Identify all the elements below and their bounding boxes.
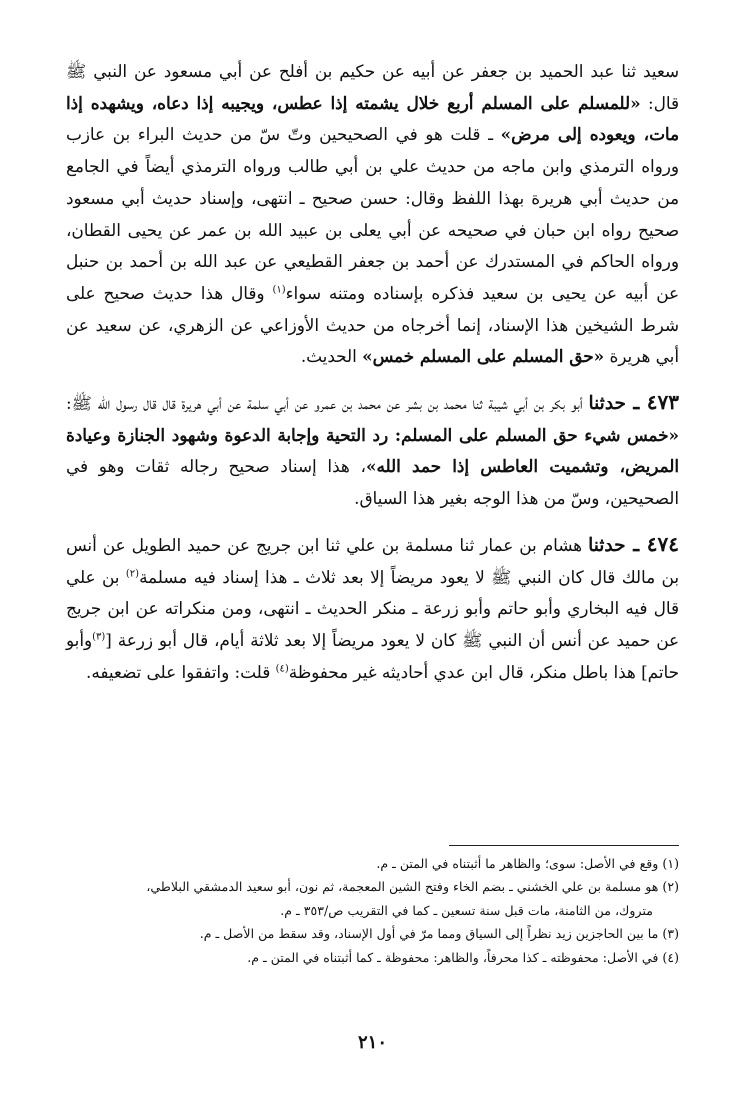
hadith-473 xyxy=(66,387,679,515)
footnote-ref-2: (٢) xyxy=(125,567,140,579)
h473-text-1: أبو بكر بن أبي شيبة ثنا محمد بن بشر عن محمد بن عمرو عن أبي سلمة عن أبي هريرة قال قال رسول الله ﷺ: xyxy=(66,393,589,414)
footnote-ref-3: (٣) xyxy=(92,631,106,643)
intro-quote-2: «حق المسلم على المسلم خمس» xyxy=(362,346,605,367)
h474-text-4: قلت: واتفقوا على تضعيفه. xyxy=(86,661,276,682)
footnotes xyxy=(66,852,679,969)
intro-text-6: الحديث. xyxy=(300,346,363,367)
footnote-ref-4: (٤) xyxy=(275,663,289,675)
intro-text-3: ـ قلت هو في الصحيحين وتّ سّ من حديث البراء بن عازب ورواه الترمذي وابن ماجه من حديث علي بن أبي طالب ورواه الترمذي أيضاً في الجامع من حديث أبي هريرة بهذا اللفظ وقال: حسن صحيح ـ انتهى، وإسناد حديث أبي مسعود صحيح رواه ابن حبان في صحيحه عن أبي يعلى بن عبيد الله بن عمر عن يحيى القطان، ورواه الحاكم في المستدرك عن أحمد بن جعفر القطيعي عن عبد الله بن أحمد بن حنبل عن أبيه عن يحيى بن سعيد فذكره بإسناده ومتنه سواء xyxy=(66,124,679,303)
h473-hadith-quote: «خمس شيء حق المسلم على المسلم: رد التحية وإجابة الدعوة وشهود الجنازة وعيادة المريض، وتشميت العاطس إذا حمد الله» xyxy=(66,424,679,477)
footnote-4: (٤) في الأصل: محفوظته ـ كذا محرفاً، والظاهر: محفوظة ـ كما أثبتناه في المتن ـ م. xyxy=(247,949,679,965)
footnote-ref-1: (١) xyxy=(272,284,286,296)
h474-text-1: هشام بن عمار ثنا مسلمة بن علي ثنا ابن جريج عن حميد الطويل عن أنس بن مالك قال كان النبي ﷺ لا يعود مريضاً إلا بعد ثلاث ـ هذا إسناد فيه مسلمة xyxy=(66,534,679,587)
page-number: ٢١٠ xyxy=(357,1032,387,1053)
haddathana-label: حدثنا xyxy=(588,534,626,556)
hadith-dash: ـ xyxy=(625,531,647,556)
h473-text-3: ، هذا إسناد صحيح رجاله ثقات وهو في الصحيحين، وسّ من هذا الوجه بغير هذا السياق. xyxy=(66,456,679,509)
hadith-number-474: ٤٧٤ xyxy=(646,531,679,556)
footnote-2-continued: متروك، من الثامنة، مات قبل سنة تسعين ـ كما في التقريب ص/٣٥٣ ـ م. xyxy=(280,902,653,918)
intro-hadith-quote: «للمسلم على المسلم أربع خلال يشمته إذا عطس، ويجيبه إذا دعاه، ويشهده إذا مات، ويعوده إلى مرض» xyxy=(66,92,679,145)
hadith-dash: ـ xyxy=(625,390,647,415)
haddathana-label: حدثنا xyxy=(588,393,626,415)
intro-text-1: سعيد ثنا عبد الحميد بن جعفر عن أبيه عن حكيم بن أفلح عن أبي مسعود عن النبي ﷺ قال: xyxy=(66,61,679,113)
hadith-number-473: ٤٧٣ xyxy=(646,390,679,415)
footnote-1: (١) وقع في الأصل: سوى؛ والظاهر ما أثبتناه في المتن ـ م. xyxy=(376,856,679,871)
footnote-separator xyxy=(449,845,679,846)
footnote-2: (٢) هو مسلمة بن علي الخشني ـ بضم الخاء وفتح الشين المعجمة، ثم نون، أبو سعيد الدمشقي البلاطي، xyxy=(146,879,679,895)
intro-paragraph xyxy=(66,56,679,373)
hadith-474 xyxy=(66,529,679,689)
footnote-3: (٣) ما بين الحاجزين زيد نظراً إلى السياق ومما مرّ في أول الإسناد، وقد سقط من الأصل ـ م. xyxy=(199,926,679,942)
h474-text-2: بن علي قال فيه البخاري وأبو حاتم وأبو زرعة ـ منكر الحديث ـ انتهى، ومن منكراته عن ابن جريج عن حميد عن أنس أن النبي ﷺ كان لا يعود مريضاً إلا بعد ثلاثة أيام، قال أبو زرعة [ xyxy=(66,566,679,650)
intro-text-4: وقال هذا حديث صحيح على شرط الشيخين هذا الإسناد، إنما أخرجاه من حديث الأوزاعي عن الزهري، عن سعيد عن أبي هريرة xyxy=(66,282,679,367)
h474-text-3: وأبو حاتم] هذا باطل منكر، قال ابن عدي أحاديثه غير محفوظة xyxy=(66,629,679,682)
